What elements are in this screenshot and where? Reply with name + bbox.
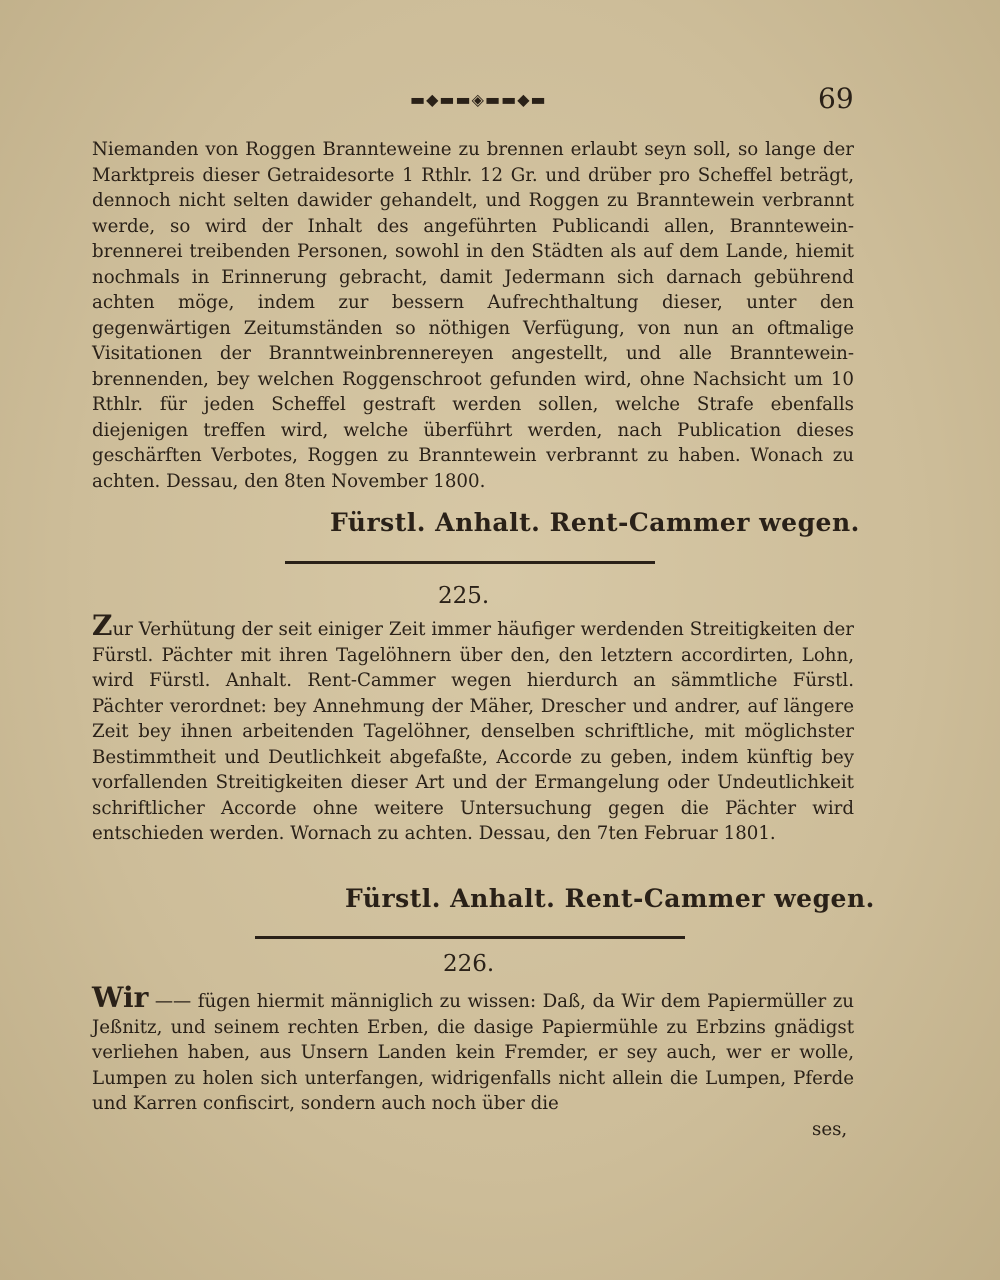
section-number: 225. bbox=[438, 583, 490, 609]
section-paragraph bbox=[92, 609, 854, 847]
decree-text-block bbox=[92, 137, 854, 494]
initial-letter: Z bbox=[92, 609, 113, 642]
catchword: ses, bbox=[812, 1119, 848, 1140]
section-number: 226. bbox=[443, 951, 495, 977]
section-paragraph bbox=[92, 981, 854, 1117]
paragraph-body: —— fügen hiermit männiglich zu wissen: Daß, da Wir dem Papiermüller zu Jeßnitz, und seinem rechten Erben, die dasige Papiermühle zu Erbzins gnädigst verliehen haben, aus Unsern Landen kein Fremder, er sey auch, wer er wolle, Lumpen zu holen sich unterfangen, widrigenfalls nicht allein die Lumpen, Pferde und Karren confiscirt, sondern auch noch über die bbox=[92, 991, 854, 1114]
page-number: 69 bbox=[818, 82, 854, 115]
signature-line: Fürstl. Anhalt. Rent-Cammer wegen. bbox=[330, 508, 860, 537]
signature-line: Fürstl. Anhalt. Rent-Cammer wegen. bbox=[345, 884, 875, 913]
paragraph-body: ur Verhütung der seit einiger Zeit immer häufiger werdenden Streitigkeiten der Fürstl. Pächter mit ihren Tagelöhnern über den, den letztern accordirten, Lohn, wird Fürstl. Anhalt. Rent-Cammer wegen hierdurch an sämmtliche Fürstl. Pächter verordnet: bey Annehmung der Mäher, Drescher und andrer, auf längere Zeit bey ihnen arbeitenden Tagelöhner, denselben schriftliche, mit möglichster Bestimmtheit und Deutlichkeit abgefaßte, Accorde zu geben, indem künftig bey vorfallenden Streitigkeiten dieser Art und der Ermangelung oder Undeutlichkeit schriftlicher Accorde ohne weitere Untersuchung gegen die Pächter wird entschieden werden. Wornach zu achten. Dessau, den 7ten Februar 1801. bbox=[92, 619, 854, 844]
section-divider bbox=[255, 936, 685, 939]
initial-word: Wir bbox=[92, 981, 149, 1014]
section-divider bbox=[285, 561, 655, 564]
header-ornament: ▬◆▬▬◈▬▬◆▬ bbox=[410, 90, 547, 109]
section-225-text bbox=[92, 609, 854, 847]
decree-paragraph: Niemanden von Roggen Brannteweine zu brennen erlaubt seyn soll, so lange der Marktpreis dieser Getraidesorte 1 Rthlr. 12 Gr. und drüber pro Scheffel beträgt, dennoch nicht selten dawider gehandelt, und Roggen zu Branntewein verbrannt werde, so wird der Inhalt des angeführten Publicandi allen, Brannteweinbrennerei treibenden Personen, sowohl in den Städten als auf dem Lande, hiemit nochmals in Erinnerung gebracht, damit Jedermann sich darnach gebührend achten möge, indem zur bessern Aufrechthaltung dieser, unter den gegenwärtigen Zeitumständen so nöthigen Verfügung, von nun an oftmalige Visitationen der Branntweinbrennereyen angestellt, und alle Brannteweinbrennenden, bey welchen Roggenschroot gefunden wird, ohne Nachsicht um 10 Rthlr. für jeden Scheffel gestraft werden sollen, welche Strafe ebenfalls diejenigen treffen wird, welche überführt werden, nach Publication dieses geschärften Verbotes, Roggen zu Branntewein verbrannt zu haben. Wonach zu achten. Dessau, den 8ten November 1800. bbox=[92, 139, 854, 492]
page-header bbox=[0, 78, 1000, 118]
section-226-text bbox=[92, 981, 854, 1117]
